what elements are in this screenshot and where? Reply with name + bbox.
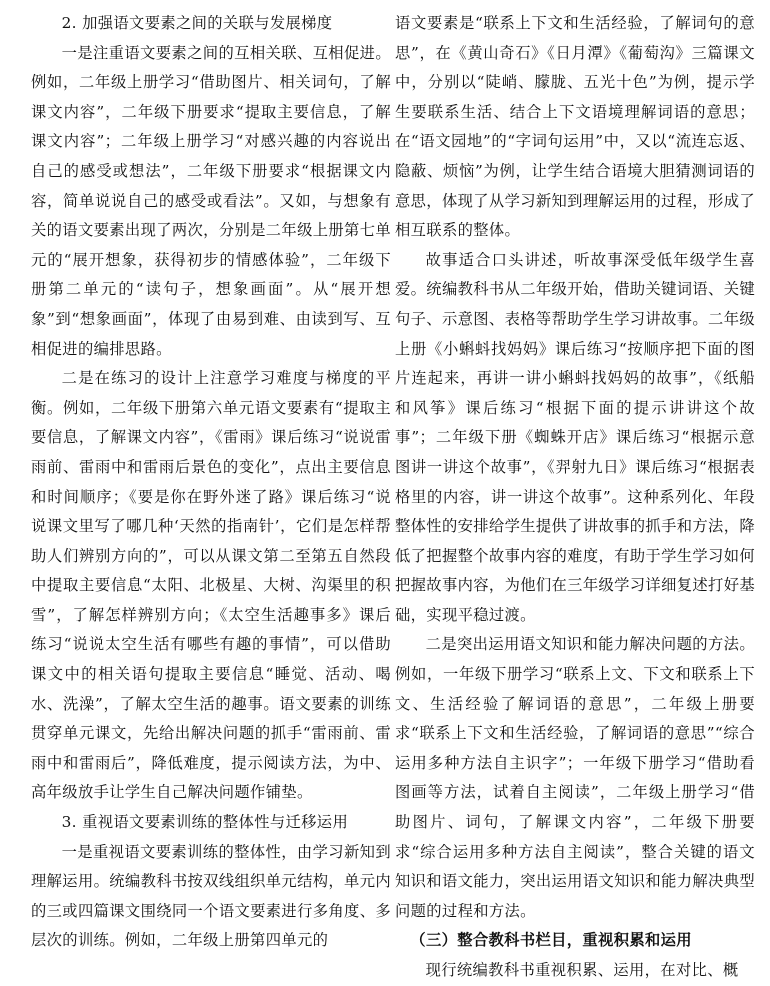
paragraph: 一是注重语文要素之间的互相关联、互相促进。例如，二年级上册学习“借助图片、相关词句，了解课文内容”，二年级下册要求“提取主要信息，了解课文内容”；二年级上册学习“对感兴趣的内容说出自己的感受或想法”，二年级下册要求“根据课文内容，简单说说自己的感受或看法”。又如，与想象有关的语文要素出现了两次，分别是二年级上册第七单元的“展开想象，获得初步的情感体验”，二年级下册第二单元的“读句子，想象画面”。从“展开想象”到“想象画面”，体现了由易到难、由读到写、互相促进的编排思路。 bbox=[31, 43, 391, 358]
paragraph: 现行统编教科书重视积累、运用，在对比、概 bbox=[425, 961, 739, 979]
paragraph: 二是在练习的设计上注意学习难度与梯度的平衡。例如，二年级下册第六单元语文要素有“提取主要信息，了解课文内容”，《雷雨》课后练习“说说雷雨前、雷雨中和雷雨后景色的变化”，点出主要信息和时间顺序；《要是你在野外迷了路》课后练习“说说课文里写了哪几种‘天然的指南针’，它们是怎样帮助人们辨别方向的”，可以从课文第二至第五自然段中提取主要信息“太阳、北极星、大树、沟渠里的积雪”，了解怎样辨别方向；《太空生活趣事多》课后练习“说说太空生活有哪些有趣的事情”，可以借助课文中的相关语句提取主要信息“睡觉、活动、喝水、洗澡”，了解太空生活的趣事。语文要素的训练贯穿单元课文，先给出解决问题的抓手“雷雨前、雷雨中和雷雨后”，降低难度，提示阅读方法，为中、高年级放手让学生自己解决问题作铺垫。 bbox=[31, 369, 391, 802]
paragraph: 故事适合口头讲述，听故事深受低年级学生喜爱。统编教科书从二年级开始，借助关键词语、关键句子、示意图、表格等帮助学生学习讲故事。二年级上册《小蝌蚪找妈妈》课后练习“按顺序把下面的图片连起来，再讲一讲小蝌蚪找妈妈的故事”，《纸船和风筝》课后练习“根据下面的提示讲讲这个故事”；二年级下册《蜘蛛开店》课后练习“根据示意图讲一讲这个故事”，《羿射九日》课后练习“根据表格里的内容，讲一讲这个故事”。这种系列化、年段整体性的安排给学生提供了讲故事的抓手和方法，降低了把握整个故事内容的难度，有助于学生学习如何把握故事内容，为他们在三年级学习详细复述打好基础，实现平稳过渡。 bbox=[395, 250, 755, 624]
paragraph: 一是重视语文要素训练的整体性，由学习新知到理解运用。统编教科书按双线组织单元结构，单元内的三或四篇课文围绕同一个语文要素进行多角度、多层次的训练。例如，二年级上册第四单元的 bbox=[31, 842, 391, 950]
paragraph-continued: 语文要素是“联系上下文和生活经验，了解词句的意思”，在《黄山奇石》《日月潭》《葡萄沟》三篇课文中，分别以“陡峭、朦胧、五光十色”为例，提示学生要联系生活、结合上下文语境理解词语的意思；在“语文园地”的“字词句运用”中，又以“流连忘返、隐蔽、烦恼”为例，让学生结合语境大胆猜测词语的意思，体现了从学习新知到理解运用的过程，形成了相互联系的整体。 bbox=[395, 14, 755, 240]
subheading-2: 2. 加强语文要素之间的关联与发展梯度 bbox=[61, 14, 333, 32]
left-column bbox=[31, 9, 391, 956]
section-heading: （三）整合教科书栏目，重视积累和运用 bbox=[410, 931, 692, 950]
subheading-3: 3. 重视语文要素训练的整体性与迁移运用 bbox=[61, 813, 349, 832]
paragraph: 二是突出运用语文知识和能力解决问题的方法。例如，一年级下册学习“联系上文、下文和联系上下文、生活经验了解词语的意思”，二年级上册要求“联系上下文和生活经验，了解词语的意思”“综合运用多种方法自主识字”；一年级下册学习“借助看图画等方法，试着自主阅读”，二年级上册学习“借助图片、词句，了解课文内容”，二年级下册要求“综合运用多种方法自主阅读”，整合关键的语文知识和语文能力，突出运用语文知识和能力解决典型问题的过程和方法。 bbox=[395, 635, 755, 920]
right-column bbox=[395, 9, 755, 986]
